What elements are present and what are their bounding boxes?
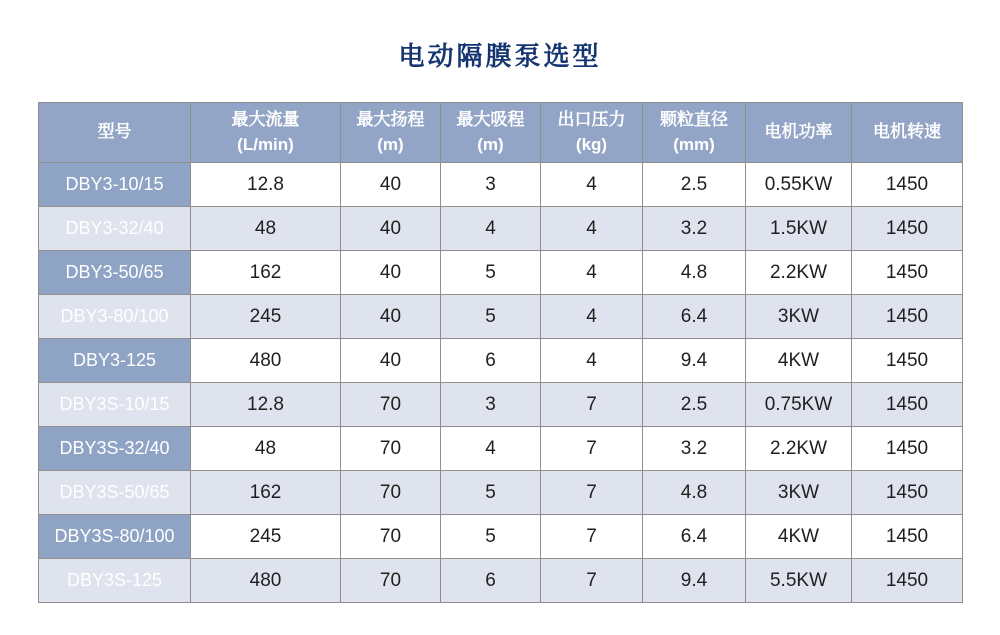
value-cell: 5.5KW [746, 559, 852, 603]
value-cell: 4 [441, 207, 541, 251]
page-title: 电动隔膜泵选型 [398, 41, 602, 71]
value-cell: 5 [441, 471, 541, 515]
value-cell: 1450 [852, 559, 963, 603]
value-cell: 6.4 [643, 515, 746, 559]
model-cell: DBY3S-32/40 [39, 427, 191, 471]
value-cell: 40 [341, 339, 441, 383]
column-header-unit: (mm) [673, 134, 715, 154]
pump-spec-table [38, 102, 963, 603]
table-row [39, 559, 963, 603]
value-cell: 3.2 [643, 427, 746, 471]
value-cell: 7 [541, 515, 643, 559]
column-header-unit: (L/min) [237, 134, 294, 154]
value-cell: 0.75KW [746, 383, 852, 427]
column-header-motor-speed [852, 103, 963, 163]
column-header-max-flow [191, 103, 341, 163]
column-header-model [39, 103, 191, 163]
column-header-outlet-pressure [541, 103, 643, 163]
column-header-max-suction [441, 103, 541, 163]
model-cell: DBY3-125 [39, 339, 191, 383]
table-body [39, 163, 963, 603]
table-row [39, 383, 963, 427]
value-cell: 7 [541, 427, 643, 471]
value-cell: 48 [191, 207, 341, 251]
value-cell: 40 [341, 163, 441, 207]
table-row [39, 207, 963, 251]
value-cell: 3 [441, 383, 541, 427]
value-cell: 70 [341, 515, 441, 559]
table-row [39, 163, 963, 207]
value-cell: 1450 [852, 383, 963, 427]
table-row [39, 295, 963, 339]
column-header-label: 最大吸程 [456, 109, 525, 129]
value-cell: 4 [541, 251, 643, 295]
value-cell: 1450 [852, 515, 963, 559]
model-cell: DBY3S-125 [39, 559, 191, 603]
value-cell: 2.2KW [746, 427, 852, 471]
value-cell: 3KW [746, 471, 852, 515]
value-cell: 3 [441, 163, 541, 207]
value-cell: 48 [191, 427, 341, 471]
value-cell: 245 [191, 295, 341, 339]
value-cell: 4 [541, 295, 643, 339]
value-cell: 7 [541, 559, 643, 603]
value-cell: 2.5 [643, 163, 746, 207]
table-row [39, 515, 963, 559]
value-cell: 480 [191, 339, 341, 383]
value-cell: 4 [541, 339, 643, 383]
value-cell: 2.2KW [746, 251, 852, 295]
value-cell: 6.4 [643, 295, 746, 339]
value-cell: 480 [191, 559, 341, 603]
value-cell: 7 [541, 471, 643, 515]
value-cell: 6 [441, 559, 541, 603]
value-cell: 5 [441, 251, 541, 295]
value-cell: 245 [191, 515, 341, 559]
value-cell: 9.4 [643, 559, 746, 603]
column-header-motor-power [746, 103, 852, 163]
value-cell: 70 [341, 559, 441, 603]
value-cell: 4 [541, 163, 643, 207]
value-cell: 6 [441, 339, 541, 383]
model-cell: DBY3S-10/15 [39, 383, 191, 427]
value-cell: 12.8 [191, 163, 341, 207]
model-cell: DBY3S-80/100 [39, 515, 191, 559]
column-header-unit: (kg) [575, 134, 608, 154]
column-header-label: 最大扬程 [356, 109, 425, 129]
value-cell: 4KW [746, 339, 852, 383]
column-header-max-head [341, 103, 441, 163]
value-cell: 5 [441, 295, 541, 339]
value-cell: 4.8 [643, 471, 746, 515]
value-cell: 1450 [852, 163, 963, 207]
column-header-label: 出口压力 [557, 109, 626, 129]
table-row [39, 251, 963, 295]
value-cell: 40 [341, 207, 441, 251]
value-cell: 1.5KW [746, 207, 852, 251]
column-header-label: 型号 [97, 122, 132, 142]
value-cell: 1450 [852, 339, 963, 383]
value-cell: 3.2 [643, 207, 746, 251]
column-header-label: 颗粒直径 [660, 109, 728, 129]
column-header-label: 电机转速 [873, 122, 941, 142]
model-cell: DBY3-10/15 [39, 163, 191, 207]
column-header-label: 电机功率 [764, 122, 833, 142]
value-cell: 1450 [852, 295, 963, 339]
value-cell: 2.5 [643, 383, 746, 427]
column-header-particle-diameter [643, 103, 746, 163]
header-row [39, 103, 963, 163]
value-cell: 1450 [852, 471, 963, 515]
table-header [39, 103, 963, 163]
table-row [39, 339, 963, 383]
value-cell: 40 [341, 251, 441, 295]
value-cell: 9.4 [643, 339, 746, 383]
value-cell: 70 [341, 427, 441, 471]
value-cell: 4.8 [643, 251, 746, 295]
value-cell: 1450 [852, 207, 963, 251]
column-header-unit: (m) [377, 134, 404, 154]
value-cell: 12.8 [191, 383, 341, 427]
model-cell: DBY3-50/65 [39, 251, 191, 295]
table-row [39, 427, 963, 471]
column-header-label: 最大流量 [231, 109, 300, 129]
value-cell: 70 [341, 383, 441, 427]
value-cell: 4KW [746, 515, 852, 559]
model-cell: DBY3-80/100 [39, 295, 191, 339]
value-cell: 4 [441, 427, 541, 471]
model-cell: DBY3-32/40 [39, 207, 191, 251]
column-header-unit: (m) [477, 134, 504, 154]
value-cell: 3KW [746, 295, 852, 339]
value-cell: 162 [191, 251, 341, 295]
value-cell: 7 [541, 383, 643, 427]
value-cell: 70 [341, 471, 441, 515]
value-cell: 40 [341, 295, 441, 339]
value-cell: 1450 [852, 427, 963, 471]
value-cell: 5 [441, 515, 541, 559]
value-cell: 0.55KW [746, 163, 852, 207]
model-cell: DBY3S-50/65 [39, 471, 191, 515]
table-row [39, 471, 963, 515]
value-cell: 1450 [852, 251, 963, 295]
value-cell: 162 [191, 471, 341, 515]
value-cell: 4 [541, 207, 643, 251]
